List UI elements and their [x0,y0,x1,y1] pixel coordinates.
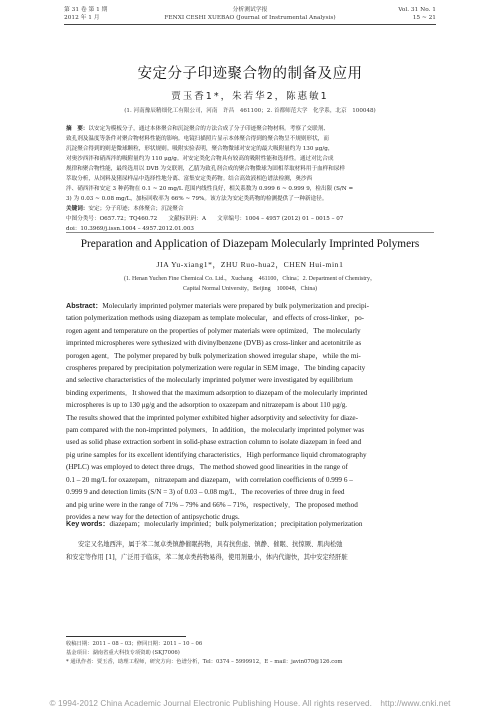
header-volume: 第 31 卷 第 1 期 2012 年 1 月 [64,7,108,21]
abstract-english: Abstract：Molecularly imprinted polymer materials were prepared by bulk polymerization and precipi- tation polymerization methods using diazepam as template molecular，and effects of cross-linker，po- rogen agent and temperature on the properties of polymer materials were optimized．The molecularly imprinted microspheres were sythesized with divinylbenzene (DVB) as cross-linker and acetonitrile as porogen agent．The polymer prepared by bulk polymerization showed irregular shape，while the mi- crospheres prepared by precipitation polymerization were regular in SEM image．The binding capacity and selective characteristics of the molecularly imprinted polymer were investigated by equilibrium binding experiments．It showed that the maximum adsorption to diazepam of the molecularly imprinted microspheres is up to 130 μg/g and the adsorption to oxazepam and nitrazepam is about 110 μg/g. The results showed that the imprinted polymer exhibited higher adsorptivity and selectivity for diaze- pam compared with the non-imprinted polymers．In addition，the molecularly imprinted polymer was used as solid phase extraction sorbent in solid-phase extraction column to isolate diazepam in feed and pig urine samples for its excellent identifying characteristics．High performance liquid chromatography (HPLC) was employed to detect three drugs．The method showed good linearities in the range of 0.1 – 20 mg/L for oxazepam，nitrazepam and diazepam，with correlation coefficients of 0.999 6 – 0.999 9 and detection limits (S/N = 3) of 0.03 – 0.08 mg/L．The recoveries of three drug in feed and pig urine were in the range of 71% – 79% and 66% – 71%，respectively．The proposed method provides a new way for the detection of antipsychotic drugs. [66,301,370,521]
affiliation-chinese: (1. 河南豫辰精细化工有限公司，河南 许昌 461100；2. 首都师范大学 化学系，北京 100048) [124,108,376,114]
abstract-en-label: Abstract： [66,301,103,310]
fund-note: 基金项目：湖南省重大科技专项资助 (SKJ7006) [66,649,180,656]
authors-chinese: 贾玉香1*，朱若华2，陈惠敏1 [171,91,329,102]
keywords-chinese: 关键词：安定；分子印迹；本体聚合；沉淀聚合 [66,206,184,212]
header-journal: 分析测试学报 FENXI CESHI XUEBAO (Journal of Instrumental Analysis) [164,7,336,21]
affiliation-english: (1. Henan Yuchen Fine Chemical Co. Ltd.，Xuchang 461100，China；2. Department of Chemistry， Capital Normal University，Beijing 100048，China) [123,276,376,292]
running-header [64,6,436,38]
introduction-paragraph: 安定又名地西泮，属于苯二氮卓类镇静催眠药物，具有抗焦虑、镇静、催眠、抗惊厥、肌肉松弛 和安定等作用 [1]，广泛用于临床，苯二氮卓类药物易得，使用剂量小，体内代谢快，其中安定经肝脏 [66,541,348,561]
correspondence-note: * 通讯作者：贾玉香，助理工程师，研究方向：色谱分析，Tel：0374 – 5999912，E – mail：javin070@126.com [66,658,343,665]
section-divider [66,232,434,233]
keywords-english: Key words：diazepam；molecularly imprinted；bulk polymerization；precipitation polymerization [66,519,363,528]
abstract-label: 摘 要： [66,126,89,132]
title-chinese: 安定分子印迹聚合物的制备及应用 [137,66,363,82]
footnote-rule [66,636,186,637]
doi-line: doi：10.3969/j.issn.1004 – 4957.2012.01.003 [66,226,194,232]
classification-line: 中图分类号：O657.72；TQ460.72 文献标识码：A 文章编号：1004 – 4957 (2012) 01 – 0015 – 07 [66,216,344,222]
copyright-footer: © 1994-2012 China Academic Journal Electronic Publishing House. All rights reserved. http://www.cnki.net [49,699,451,708]
header-rule [64,24,436,25]
header-pages: Vol. 31 No. 1 15 ~ 21 [398,7,436,21]
authors-english: JIA Yu-xiang1*，ZHU Ruo-hua2，CHEN Hui-min1 [156,260,344,269]
abstract-chinese: 摘 要：以安定为模板分子，通过本体聚合和沉淀聚合的方法合成了分子印迹聚合物材料。考察了交联剂、 致孔剂及温度等条件对聚合物材料性能的影响。电镜扫描照片显示本体聚合得到的聚合物呈不规则形状，而 沉淀聚合得到的则是微球颗粒，形状规则。吸附实验表明，聚合物微球对安定的最大吸附量约为 130 μg/g， 对奥沙西泮和硝西泮的吸附量约为 110 μg/g。对安定类化合物具有较高的吸附性能和选择性。通过对比合成 规律和聚合物性能，最终选用以 DVB 为交联剂，乙腈为致孔剂合成的聚合物微球为固相萃取材料用于血样和尿样 萃取分析，从饲料及猪尿样品中选择性地分离、富集安定类药物。结合高效液相色谱法检测，奥沙西 泮、硝西泮和安定 3 种药物在 0.1 ~ 20 mg/L 范围内线性良好，相关系数为 0.999 6 ~ 0.999 9，检出限 (S/N = 3) 为 0.03 ~ 0.08 mg/L，加标回收率为 66% ~ 79%。该方法为安定类药物的检测提供了一种新途径。 关键词：安定；分子印迹；本体聚合；沉淀聚合 中图分类号：O657.72；TQ460.72 文献标识码：A 文章编号：1004 – 4957 (2012) 01 – 0015 – 07 doi：10.3969/j.issn.1004 – 4957.2012.01.003 [66,124,434,234]
received-date: 收稿日期：2011 – 08 – 03；修回日期：2011 – 10 – 06 [66,641,203,647]
title-english: Preparation and Application of Diazepam Molecularly Imprinted Polymers [80,238,420,250]
footnotes [66,640,446,666]
